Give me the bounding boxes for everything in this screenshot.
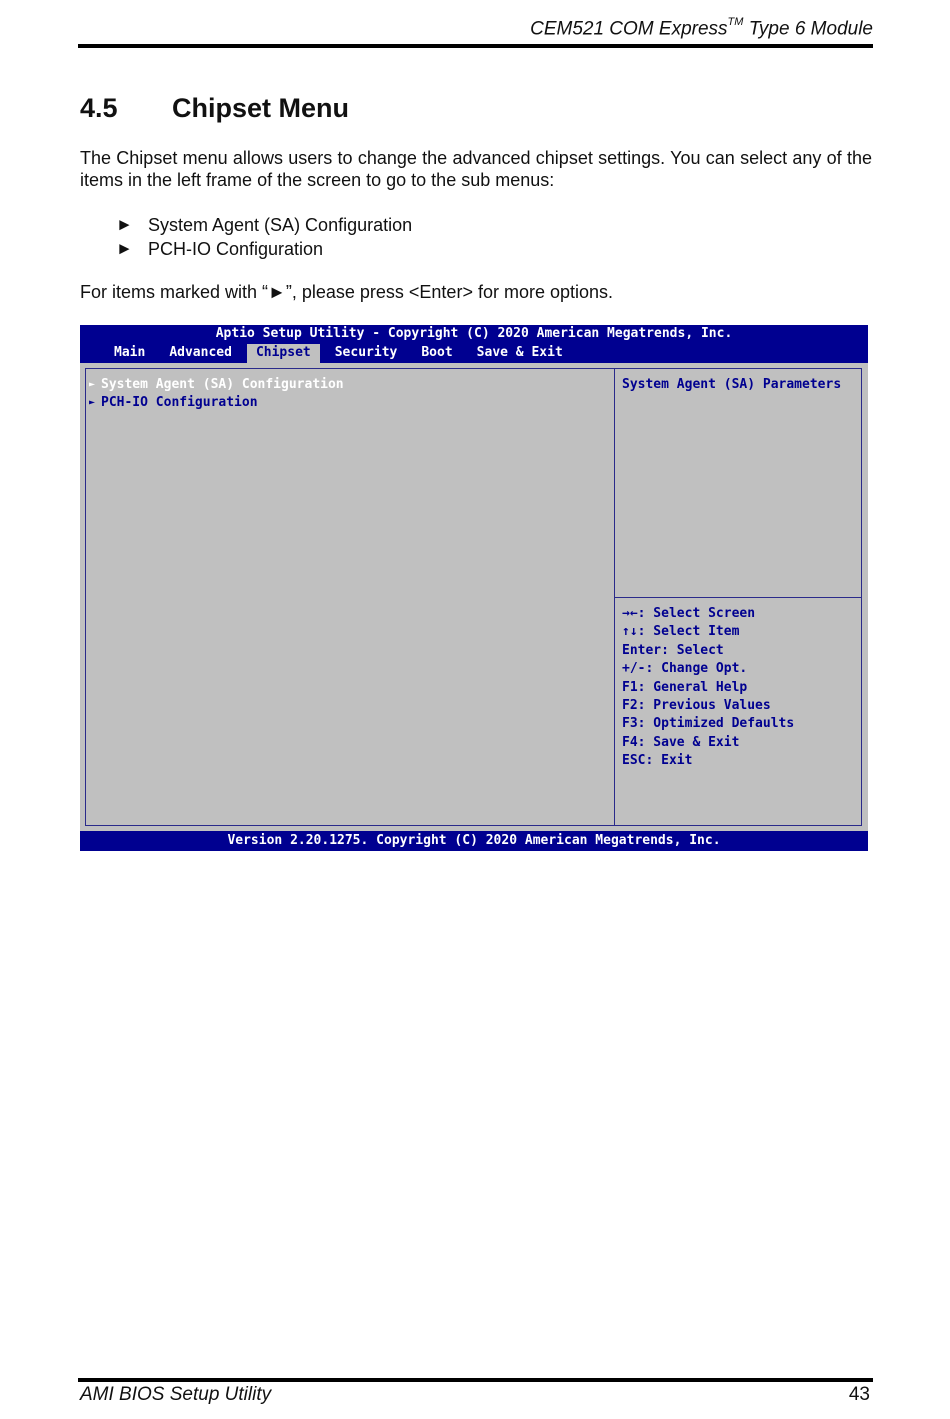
- bios-version-bar: Version 2.20.1275. Copyright (C) 2020 American Megatrends, Inc.: [80, 831, 868, 851]
- right-triangle-icon: ►: [116, 239, 133, 258]
- tab-security[interactable]: Security: [334, 345, 398, 360]
- menu-item-label: PCH-IO Configuration: [101, 395, 258, 410]
- tab-save-exit[interactable]: Save & Exit: [476, 345, 563, 360]
- bios-tab-bar: [105, 344, 578, 363]
- section-title: Chipset Menu: [172, 93, 350, 123]
- trademark-mark: TM: [727, 16, 744, 28]
- footer-rule: [78, 1378, 873, 1382]
- tab-boot[interactable]: Boot: [421, 345, 453, 360]
- menu-item-system-agent[interactable]: [89, 376, 344, 394]
- key-legend: [622, 605, 794, 771]
- bios-menu-list: [89, 376, 344, 412]
- key-legend-line: F1: General Help: [622, 679, 748, 695]
- running-header: [78, 18, 873, 40]
- header-suffix: Type 6 Module: [748, 18, 873, 40]
- bios-title-bar: [80, 325, 868, 363]
- submenu-arrow-icon: ►: [89, 397, 96, 408]
- key-legend-line: Enter: Select: [622, 642, 724, 658]
- bullet-label: System Agent (SA) Configuration: [148, 215, 413, 235]
- key-legend-line: +/-: Change Opt.: [622, 661, 748, 677]
- tab-main[interactable]: Main: [114, 345, 146, 360]
- frame-divider-horizontal: [615, 597, 861, 598]
- bullet-label: PCH-IO Configuration: [148, 239, 324, 259]
- key-legend-line: F2: Previous Values: [622, 697, 771, 713]
- submenu-arrow-icon: ►: [89, 379, 96, 390]
- bullet-item: [116, 213, 412, 237]
- right-triangle-icon: ►: [116, 215, 133, 234]
- key-legend-line: F3: Optimized Defaults: [622, 716, 795, 732]
- intro-paragraph: The Chipset menu allows users to change the advanced chipset settings. You can select any of the items in the left frame of the screen to go to the sub menus:: [80, 148, 872, 190]
- key-legend-line: →←: Select Screen: [622, 606, 756, 621]
- bullet-item: [116, 237, 412, 261]
- key-legend-line: ↑↓: Select Item: [622, 624, 740, 640]
- section-number: 4.5: [80, 93, 118, 123]
- note-paragraph: For items marked with “►”, please press <Enter> for more options.: [80, 282, 614, 302]
- submenu-bullet-list: [116, 213, 412, 261]
- header-product: CEM521 COM Express: [530, 18, 728, 40]
- section-heading: [80, 93, 349, 124]
- tab-chipset[interactable]: Chipset: [247, 344, 320, 363]
- bios-main-frame: [85, 368, 862, 826]
- key-legend-line: ESC: Exit: [622, 753, 693, 769]
- footer-chapter: AMI BIOS Setup Utility: [80, 1384, 272, 1405]
- key-legend-line: F4: Save & Exit: [622, 734, 740, 750]
- header-rule: [78, 44, 873, 48]
- page-number: 43: [848, 1384, 870, 1405]
- menu-item-label: System Agent (SA) Configuration: [101, 377, 344, 392]
- help-panel-text: System Agent (SA) Parameters: [622, 377, 842, 392]
- bios-screenshot: [80, 325, 868, 851]
- tab-advanced[interactable]: Advanced: [169, 345, 232, 360]
- bios-title: Aptio Setup Utility - Copyright (C) 2020 American Megatrends, Inc.: [215, 326, 733, 341]
- menu-item-pch-io[interactable]: [89, 394, 344, 412]
